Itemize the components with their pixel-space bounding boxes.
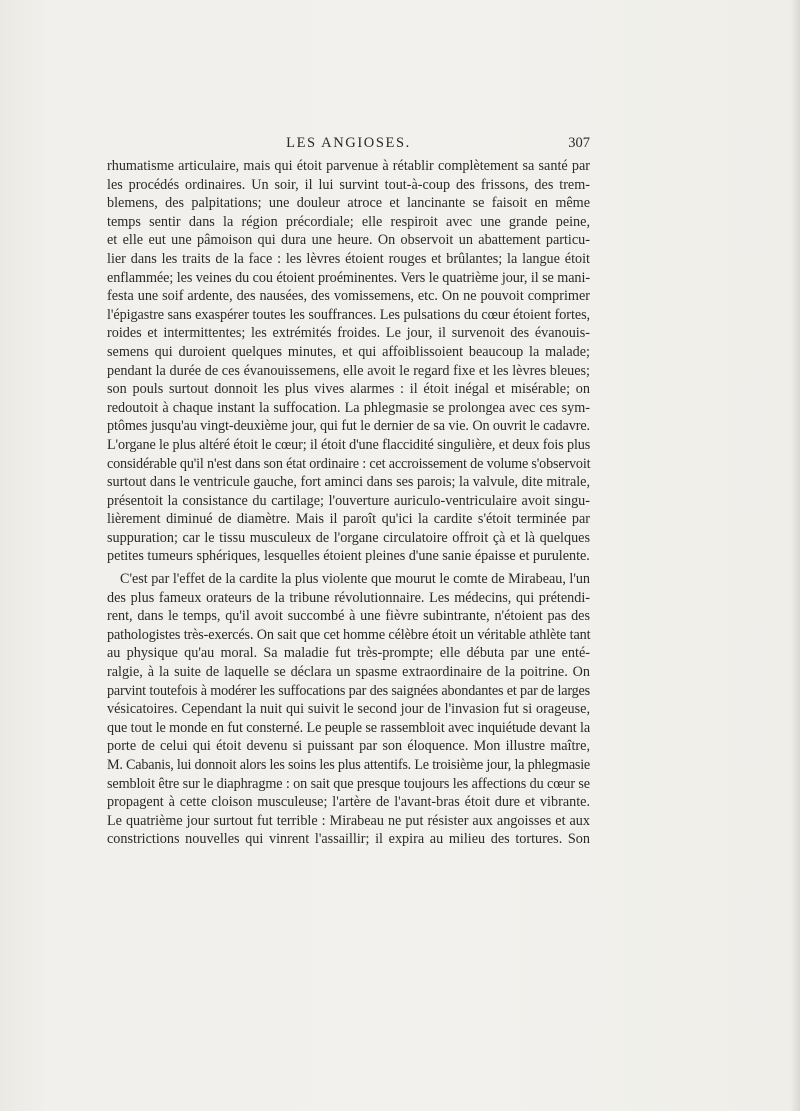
paragraph: [107, 570, 590, 849]
text-line: les procédés ordinaires. Un soir, il lui survint tout-à-coup des frissons, des trem-: [107, 176, 590, 193]
text-line: roides et intermittentes; les extrémités froides. Le jour, il survenoit des évanouis-: [107, 325, 590, 342]
text-line: porte de celui qui étoit devenu si puissant par son éloquence. Mon illustre maître,: [107, 738, 590, 755]
text-line: rent, dans le temps, qu'il avoit succombé à une fièvre subintrante, n'étoient pas des: [107, 608, 590, 625]
text-line: lier dans les traits de la face : les lèvres étoient rouges et brûlantes; la langue étoit: [107, 250, 590, 267]
text-line: enflammée; les veines du cou étoient proéminentes. Vers le quatrième jour, il se mani-: [107, 269, 590, 286]
text-line: et elle eut une pâmoison qui dura une heure. On observoit un abattement particu-: [107, 232, 590, 249]
text-line: vésicatoires. Cependant la nuit qui suivit le second jour de l'invasion fut si orageuse,: [107, 701, 590, 718]
text-line: lièrement diminué de diamètre. Mais il paroît qu'ici la cardite s'étoit terminée par: [107, 511, 590, 528]
text-line: L'organe le plus altéré étoit le cœur; il étoit d'une flaccidité singulière, et deux fois plus: [107, 436, 591, 453]
text-line: petites tumeurs sphériques, lesquelles étoient pleines d'une sanie épaisse et purulente.: [107, 548, 590, 565]
text-line: blemens, des palpitations; une douleur atroce et lancinante se faisoit en même: [107, 195, 590, 212]
page-edge-shadow: [790, 0, 800, 1111]
text-line: l'épigastre sans exaspérer toutes les souffrances. Les pulsations du cœur étoient fortes,: [107, 306, 590, 323]
text-line: ralgie, à la suite de laquelle se déclara un spasme extraordinaire de la poitrine. On: [107, 664, 590, 681]
text-line: festa une soif ardente, des nausées, des vomissemens, etc. On ne pouvoit comprimer: [107, 288, 590, 305]
text-line: surtout dans le ventricule gauche, fort aminci dans ses parois; la valvule, dite mitrale,: [107, 474, 590, 491]
text-line: son pouls surtout donnoit les plus vives alarmes : il étoit inégal et misérable; on: [107, 381, 590, 398]
text-line: redoutoit à chaque instant la suffocation. La phlegmasie se prolongea avec ces sym-: [107, 399, 590, 416]
text-line: présentoit la consistance du cartilage; l'ouverture auriculo-ventriculaire avoit singu-: [107, 492, 590, 509]
text-line: semens qui duroient quelques minutes, et qui affoiblissoient beaucoup la malade;: [107, 343, 590, 360]
text-line: suppuration; car le tissu musculeux de l'organe circulatoire offroit çà et là quelques: [107, 529, 590, 546]
text-line: rhumatisme articulaire, mais qui étoit parvenue à rétablir complètement sa santé par: [107, 158, 590, 174]
text-line: au physique qu'au moral. Sa maladie fut très-prompte; elle débuta par une enté-: [107, 645, 590, 662]
text-line: des plus fameux orateurs de la tribune révolutionnaire. Les médecins, qui prétendi-: [107, 589, 590, 606]
text-line: C'est par l'effet de la cardite la plus violente que mourut le comte de Mirabeau, l'un: [120, 571, 590, 588]
text-line: M. Cabanis, lui donnoit alors les soins les plus attentifs. Le troisième jour, la phlegmasie: [107, 757, 591, 773]
paragraph: [107, 157, 590, 566]
text-line: propagent à cette cloison musculeuse; l'artère de l'avant-bras étoit dure et vibrante.: [107, 794, 590, 811]
text-line: que tout le monde en fut consterné. Le peuple se rassembloit avec inquiétude devant la: [107, 719, 591, 736]
body-text: [107, 157, 590, 849]
text-line: pathologistes très-exercés. On sait que cet homme célèbre étoit un véritable athlète tant: [107, 626, 591, 643]
text-line: temps sentir dans la région précordiale; elle respiroit avec une grande peine,: [107, 213, 590, 230]
page-header: [107, 135, 590, 155]
page-number: 307: [568, 135, 590, 151]
text-line: constrictions nouvelles qui vinrent l'assaillir; il expira au milieu des tortures. Son: [107, 831, 590, 848]
text-line: parvint toutefois à modérer les suffocations par des saignées abondantes et par de larges: [107, 682, 590, 699]
text-line: pendant la durée de ces évanouissemens, elle avoit le regard fixe et les lèvres bleues;: [107, 362, 590, 379]
text-line: sembloit être sur le diaphragme : on sait que presque toujours les affections du cœur se: [107, 775, 590, 792]
text-line: considérable qu'il n'est dans son état ordinaire : cet accroissement de volume s'observoit: [107, 455, 591, 472]
text-line: ptômes jusqu'au vingt-deuxième jour, qui fut le dernier de sa vie. On ouvrit le cadavre.: [107, 418, 590, 435]
text-line: Le quatrième jour surtout fut terrible : Mirabeau ne put résister aux angoisses et aux: [107, 812, 590, 829]
running-title: LES ANGIOSES.: [286, 135, 411, 151]
